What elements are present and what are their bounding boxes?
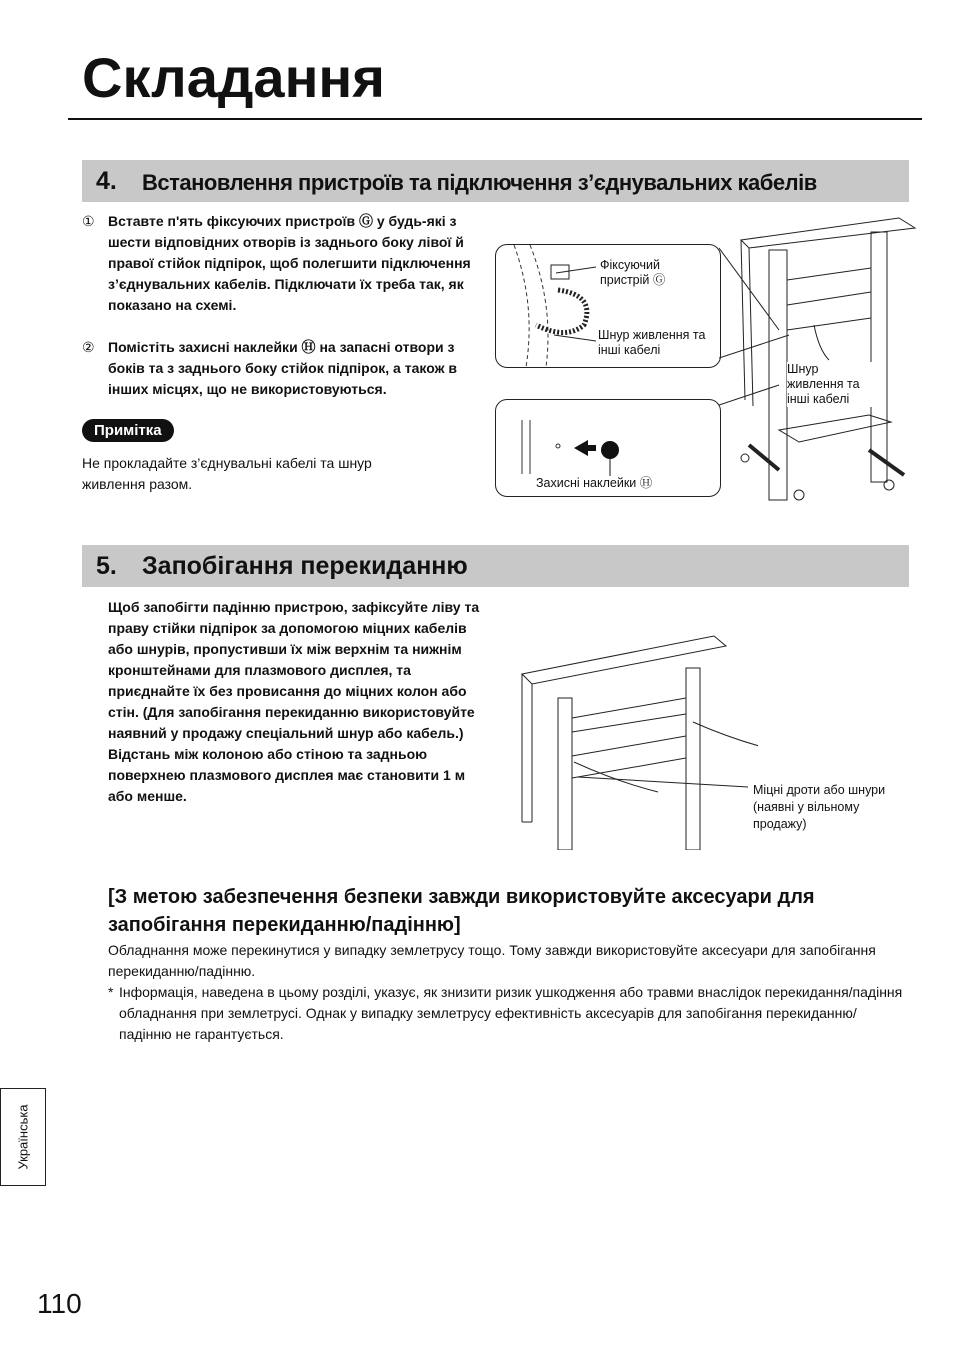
language-tab-label: Українська [15,1104,31,1170]
section-4-title: Встановлення пристроїв та підключення з’єднувальних кабелів [142,170,817,195]
section-5-number: 5. [96,552,117,580]
safety-paragraph: Обладнання може перекинутися у випадку землетрусу тощо. Тому завжди використовуйте аксесуари для запобігання перекиданню/падінню. [108,942,876,979]
language-tab [0,1088,46,1186]
power-cord-main-label: Шнур живлення та інші кабелі [787,362,877,407]
step-1 [82,211,482,337]
section-5-header [82,545,909,587]
section-4-header [82,160,909,202]
protective-stickers-label: Захисні наклейки Ⓗ [536,476,653,490]
fixing-device-callout [495,244,721,368]
stand-drawing-section-5 [518,632,758,850]
step-1-number: ① [82,213,95,229]
page-number: 110 [37,1288,82,1319]
title-rule [68,118,922,120]
page-title: Складання [82,46,385,109]
protective-stickers-callout [495,399,721,497]
fixing-device-label: Фіксуючий пристрій Ⓖ [600,258,666,287]
safety-footnote: Інформація, наведена в цьому розділі, указує, як знизити ризик ушкодження або травми внаслідок перекидання/падіння обладнання при землетрусі. Однак у випадку землетрусу ефективність аксесуарів для запобігання перекиданню/падінню не гарантується. [119,984,903,1042]
step-2-number: ② [82,339,95,355]
step-2 [82,337,482,400]
section-5-figure-label: Міцні дроти або шнури (наявні у вільному продажу) [753,783,886,831]
safety-heading: [З метою забезпечення безпеки завжди використовуйте аксесуари для запобігання перекиданню/падінню] [108,886,815,936]
step-2-text: Помістіть захисні наклейки Ⓗ на запасні отвори з боків та з заднього боку стійок підпірок, а також в інших місцях, що не використовуються. [108,339,457,397]
power-cord-callout-label: Шнур живлення та інші кабелі [598,328,706,357]
section-5-title: Запобігання перекиданню [142,552,468,580]
stand-drawing-section-4 [719,210,919,510]
section-4-number: 4. [96,167,117,195]
safety-footnote-mark: * [108,984,114,1000]
step-1-text: Вставте п'ять фіксуючих пристроїв Ⓖ у будь-які з шести відповідних отворів із заднього боку лівої й правої стійок підпірок, щоб полегшити підключення з’єднувальних кабелів. Підключати їх треба так, як показано на схемі. [108,213,471,313]
note-badge: Примітка [82,419,174,442]
section-5-body: Щоб запобігти падінню пристрою, зафіксуйте ліву та праву стійки підпірок за допомогою міцних кабелів або шнурів, пропустивши їх між верхнім та нижнім кронштейнами для плазмового дисплея, та приєднайте їх без провисання до міцних колон або стін. (Для запобігання перекиданню використовуйте наявний у продажу спеціальний шнур або кабель.) Відстань між колоною або стіною та задньою поверхнею плазмового дисплея має становити 1 м або менше. [108,599,480,804]
note-text: Не прокладайте з’єднувальні кабелі та шнур живлення разом. [82,455,372,492]
